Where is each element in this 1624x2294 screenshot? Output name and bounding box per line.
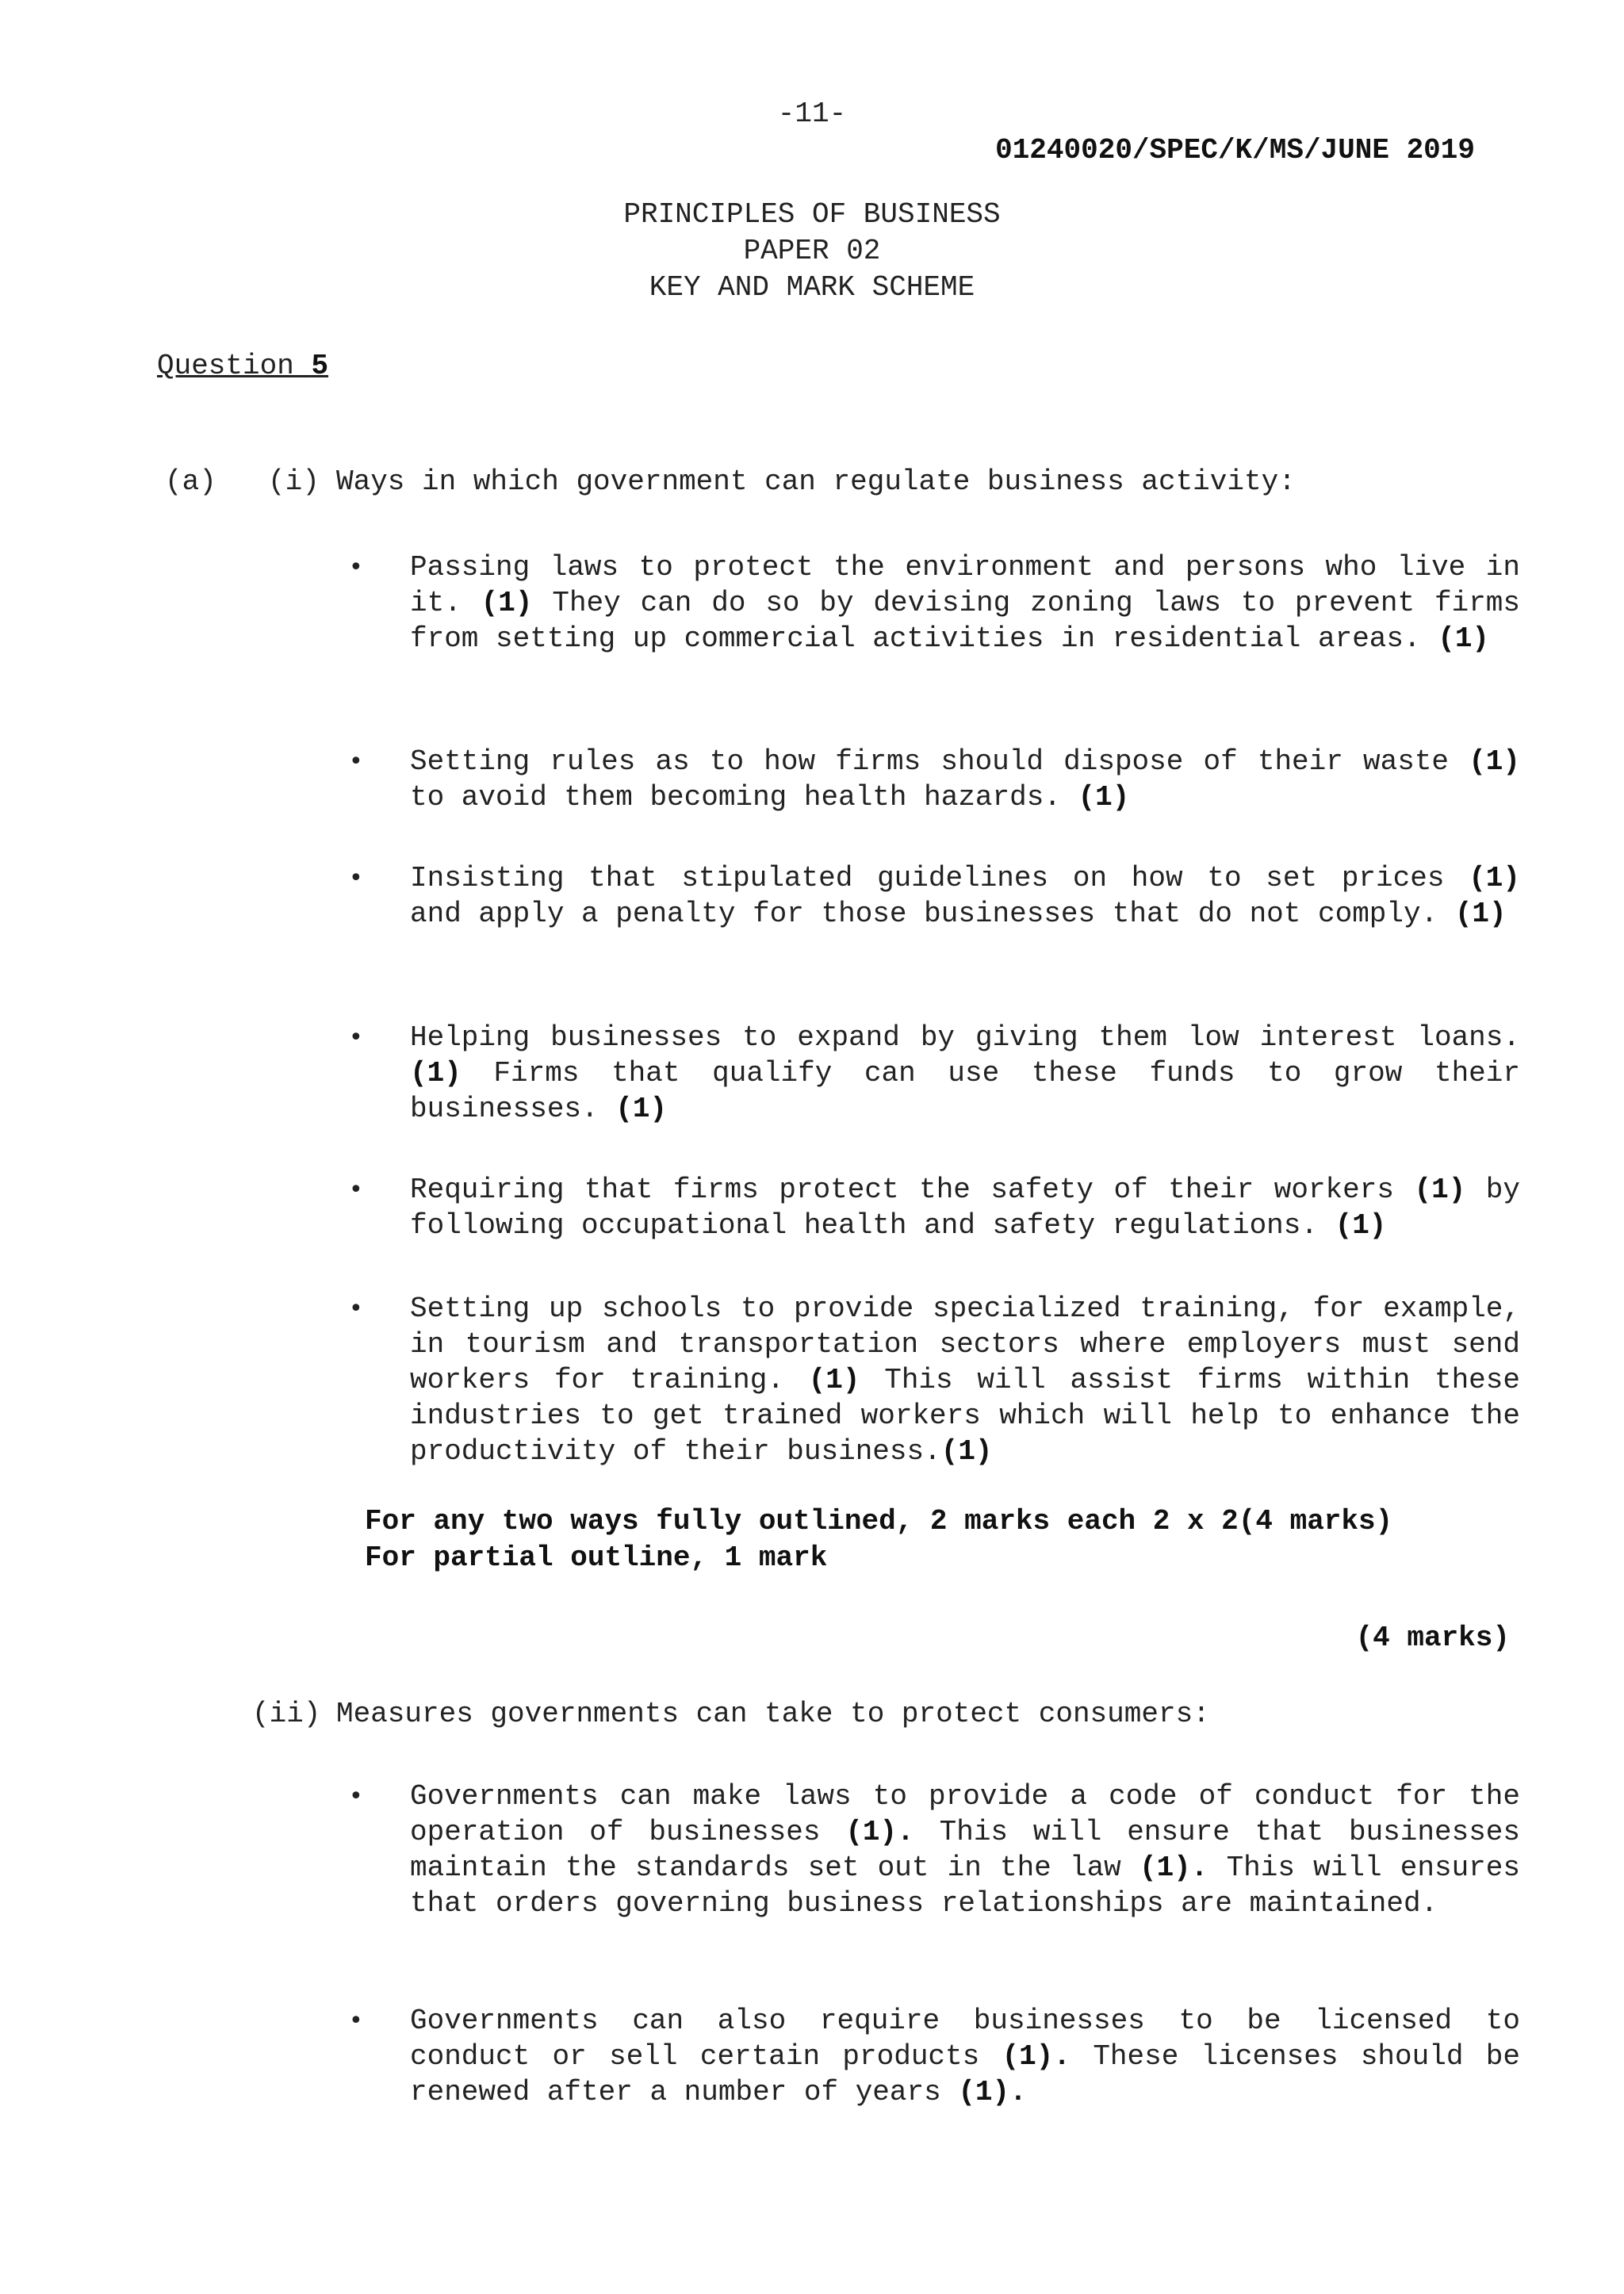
item-text-segment: Governments can also require businesses to be licensed to conduct or sell certain products [410,2005,1520,2073]
item-text-segment: Requiring that firms protect the safety of their workers [410,1174,1415,1206]
mark-allocation: (1) [1078,781,1130,814]
bullet-icon: • [349,2007,363,2035]
bullet-icon: • [349,1024,363,1051]
scheme-note-partial: For partial outline, 1 mark [365,1541,828,1574]
list-item [410,1291,1520,1469]
document-code: 01240020/SPEC/K/MS/JUNE 2019 [995,134,1475,167]
item-text-segment: Setting rules as to how firms should dispose of their waste [410,745,1469,778]
mark-allocation: (1) [481,587,533,619]
question-number: 5 [311,350,329,382]
mark-allocation: (1) [1469,862,1520,894]
bullet-icon: • [349,1176,363,1204]
mark-allocation: (1) [615,1093,668,1125]
question-heading [157,349,328,384]
list-item [410,1020,1520,1127]
mark-allocation: (1). [1002,2040,1071,2073]
mark-allocation: (1) [410,1057,462,1090]
scheme-note-full: For any two ways fully outlined, 2 marks each 2 x 2(4 marks) [365,1505,1393,1538]
bullet-icon: • [349,1295,363,1323]
item-text-segment: Insisting that stipulated guidelines on how to set prices [410,862,1469,894]
mark-allocation: (1). [845,1816,914,1848]
item-text-segment: and apply a penalty for those businesses that do not comply. [410,898,1455,930]
sub-ii-label: (ii) [252,1698,321,1730]
item-text-segment: This will assist firms within these industries to get trained workers which will help to enhance the productivity of their business. [410,1364,1520,1468]
list-item [410,1172,1520,1243]
mark-allocation: (1) [1335,1209,1387,1242]
mark-allocation: (1) [1414,1174,1466,1206]
item-text-segment: Passing laws to protect the environment and persons who live in it. [410,551,1520,619]
item-text-segment: to avoid them becoming health hazards. [410,781,1078,814]
title-block [0,197,1624,306]
item-text-segment: by following occupational health and safety regulations. [410,1174,1521,1242]
bullet-icon: • [349,553,363,581]
sub-ii-heading: Measures governments can take to protect consumers: [336,1698,1210,1730]
item-text-segment: Governments can make laws to provide a code of conduct for the operation of businesses [410,1780,1520,1848]
sub-i-label: (i) [268,465,320,498]
part-a-label: (a) [165,465,216,498]
item-text-segment: They can do so by devising zoning laws to prevent firms from setting up commercial activities in residential areas. [410,587,1521,655]
bullet-icon: • [349,864,363,892]
list-item [410,2003,1520,2110]
sub-i-heading: Ways in which government can regulate business activity: [336,465,1296,498]
item-text-segment: This will ensure that businesses maintain the standards set out in the law [410,1816,1521,1884]
item-text-segment: Helping businesses to expand by giving them low interest loans. [410,1021,1520,1054]
mark-allocation: (1) [1454,898,1507,930]
item-text-segment: Firms that qualify can use these funds to grow their businesses. [410,1057,1520,1125]
bullet-icon: • [349,1783,363,1810]
title-line-paper: PAPER 02 [743,235,881,267]
list-item [410,550,1520,657]
item-text-segment: Setting up schools to provide specialized training, for example, in tourism and transportation sectors where employers must send workers for training. [410,1293,1520,1396]
page-number: -11- [777,98,847,130]
list-item [410,744,1520,815]
mark-allocation: (1) [808,1364,860,1396]
title-line-subject: PRINCIPLES OF BUSINESS [623,198,1001,231]
list-item [410,1779,1520,1921]
mark-allocation: (1) [1469,745,1520,778]
title-line-scheme: KEY AND MARK SCHEME [649,271,975,304]
mark-allocation: (1). [1139,1852,1208,1884]
mark-allocation: (1) [1438,622,1490,655]
question-label: Question [157,350,312,382]
mark-allocation: (1) [940,1435,993,1468]
item-text-segment: This will ensures that orders governing business relationships are maintained. [410,1852,1520,1920]
item-text-segment: These licenses should be renewed after a number of years [410,2040,1520,2108]
marks-total: (4 marks) [1355,1622,1510,1654]
mark-allocation: (1). [958,2076,1027,2108]
bullet-icon: • [349,748,363,776]
list-item [410,860,1520,932]
